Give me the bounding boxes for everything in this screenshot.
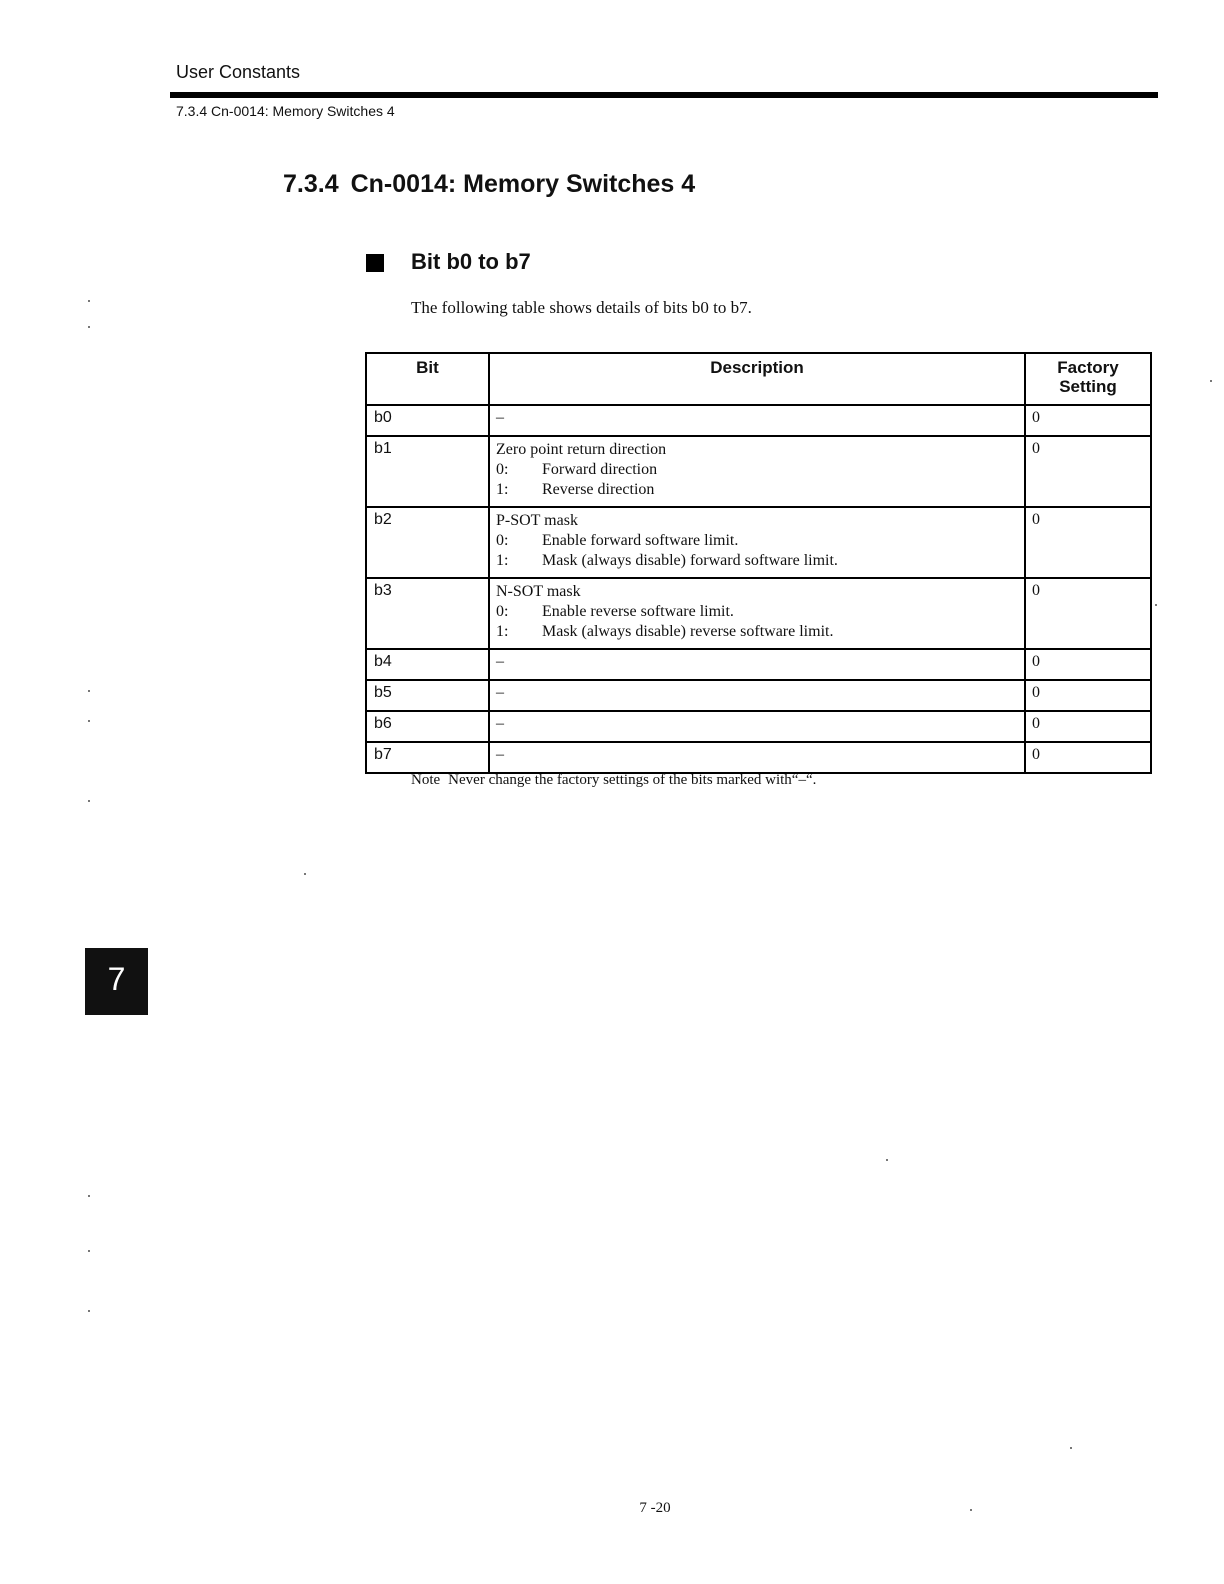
option-line [496, 551, 1024, 571]
option-key: 1: [496, 481, 509, 498]
scan-speck [970, 1509, 972, 1511]
option-text: Mask (always disable) reverse software limit. [542, 623, 834, 640]
setting-cell: 0 [1025, 649, 1151, 680]
option-text: Enable reverse software limit. [542, 603, 734, 620]
scan-speck [88, 300, 90, 302]
option-key: 1: [496, 552, 509, 569]
option-line [496, 480, 1024, 500]
table-row [366, 680, 1151, 711]
option-text: Enable forward software limit. [542, 532, 739, 549]
scan-speck [304, 873, 306, 875]
table-row [366, 711, 1151, 742]
option-line [496, 531, 1024, 551]
scan-speck [88, 720, 90, 722]
subheading: Bit b0 to b7 [411, 249, 531, 274]
setting-cell: 0 [1025, 578, 1151, 649]
option-key: 0: [496, 603, 509, 620]
table-row [366, 436, 1151, 507]
scan-speck [88, 326, 90, 328]
description-cell: – [489, 680, 1025, 711]
scan-speck [88, 690, 90, 692]
option-text: Forward direction [542, 461, 658, 478]
description-cell: – [489, 649, 1025, 680]
option-text: Mask (always disable) forward software limit. [542, 552, 838, 569]
scan-speck [1070, 1447, 1072, 1449]
bit-cell: b5 [366, 680, 489, 711]
setting-cell: 0 [1025, 711, 1151, 742]
header-description: Description [489, 353, 1025, 405]
setting-cell: 0 [1025, 507, 1151, 578]
table-row [366, 405, 1151, 436]
bit-cell: b2 [366, 507, 489, 578]
note-label: Note [411, 772, 441, 788]
scan-speck [88, 800, 90, 802]
scan-speck [1155, 604, 1157, 606]
setting-cell: 0 [1025, 680, 1151, 711]
option-line [496, 460, 1024, 480]
table-header-row [366, 353, 1151, 405]
section-title: Cn-0014: Memory Switches 4 [350, 170, 696, 198]
table-row [366, 507, 1151, 578]
setting-cell: 0 [1025, 742, 1151, 773]
bit-cell: b3 [366, 578, 489, 649]
scan-speck [88, 1310, 90, 1312]
description-title: P-SOT mask [496, 512, 578, 529]
chapter-tab: 7 [85, 948, 148, 1015]
table-row [366, 649, 1151, 680]
scan-speck [1210, 380, 1212, 382]
option-line [496, 622, 1024, 642]
header-factory-line1: Factory [1057, 358, 1119, 377]
bit-cell: b4 [366, 649, 489, 680]
header-factory-setting [1025, 353, 1151, 405]
intro-paragraph: The following table shows details of bits b0 to b7. [411, 298, 752, 317]
bit-cell: b0 [366, 405, 489, 436]
table-row [366, 742, 1151, 773]
description-title: N-SOT mask [496, 583, 581, 600]
description-cell [489, 507, 1025, 578]
description-title: Zero point return direction [496, 441, 667, 458]
scan-speck [88, 1250, 90, 1252]
bit-cell: b7 [366, 742, 489, 773]
running-header-title: User Constants [176, 62, 301, 82]
square-bullet-icon [366, 254, 384, 272]
description-cell: – [489, 742, 1025, 773]
table-row [366, 578, 1151, 649]
bit-cell: b6 [366, 711, 489, 742]
option-key: 1: [496, 623, 509, 640]
section-number: 7.3.4 [283, 170, 339, 198]
header-bit: Bit [366, 353, 489, 405]
setting-cell: 0 [1025, 436, 1151, 507]
bit-cell: b1 [366, 436, 489, 507]
option-key: 0: [496, 532, 509, 549]
header-factory-line2: Setting [1059, 377, 1117, 396]
setting-cell: 0 [1025, 405, 1151, 436]
header-rule [170, 92, 1158, 98]
description-cell [489, 578, 1025, 649]
page-number: 7 -20 [639, 1500, 671, 1516]
section-heading [283, 170, 695, 199]
option-text: Reverse direction [542, 481, 655, 498]
table-note [411, 772, 816, 789]
scan-speck [88, 1195, 90, 1197]
description-cell: – [489, 405, 1025, 436]
option-line [496, 602, 1024, 622]
bits-table [365, 352, 1152, 774]
scan-speck [886, 1159, 888, 1161]
description-cell: – [489, 711, 1025, 742]
note-text: Never change the factory settings of the bits marked with“–“. [448, 772, 817, 788]
description-cell [489, 436, 1025, 507]
header-subsection: 7.3.4 Cn-0014: Memory Switches 4 [176, 103, 395, 119]
option-key: 0: [496, 461, 509, 478]
